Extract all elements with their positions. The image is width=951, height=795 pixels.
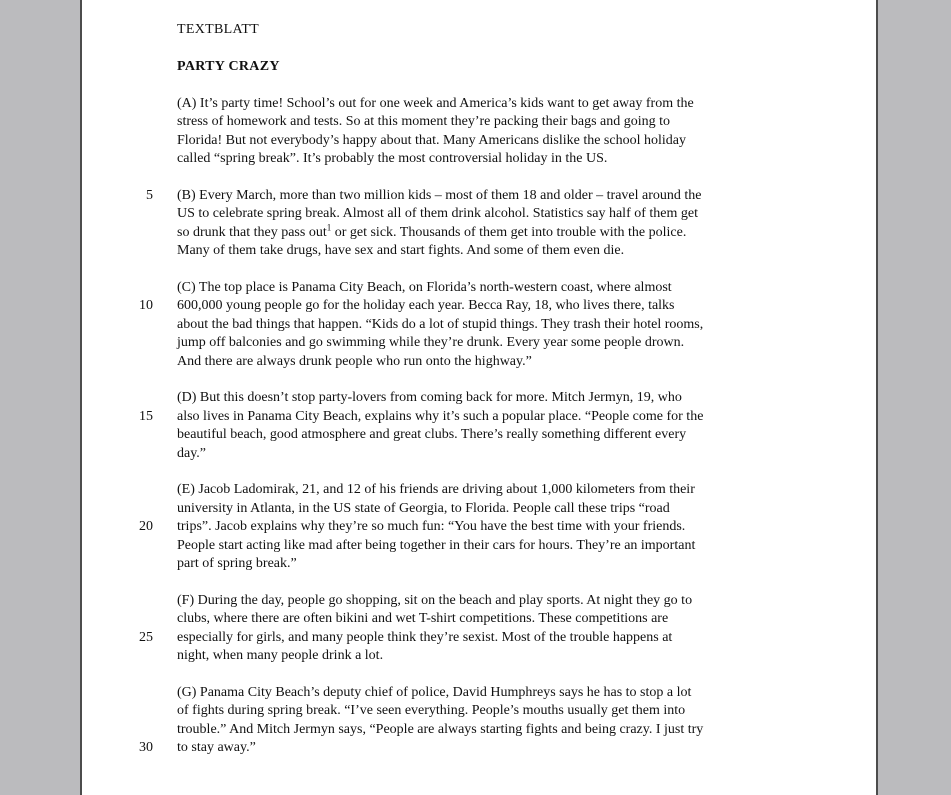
line-text: (E) Jacob Ladomirak, 21, and 12 of his friends are driving about 1,000 kilometers from their	[177, 482, 695, 498]
document-page	[80, 0, 878, 795]
line-text: US to celebrate spring break. Almost all of them drink alcohol. Statistics say half of them get	[177, 206, 698, 222]
paragraph-B	[82, 187, 876, 261]
line-number	[82, 132, 153, 150]
line-number	[82, 95, 153, 113]
line-number	[82, 150, 153, 168]
text-line	[82, 95, 876, 113]
line-text: And there are always drunk people who run onto the highway.”	[177, 353, 532, 369]
text-line	[82, 647, 876, 665]
text-line	[82, 408, 876, 426]
line-number: 15	[139, 408, 153, 424]
text-line	[82, 684, 876, 702]
line-number	[82, 224, 153, 242]
line-text: Florida! But not everybody’s happy about that. Many Americans dislike the school holiday	[177, 132, 686, 148]
text-line	[82, 721, 876, 739]
text-line	[82, 316, 876, 334]
paragraph-C	[82, 279, 876, 371]
line-number	[82, 481, 153, 499]
text-line	[82, 353, 876, 371]
line-number	[82, 537, 153, 555]
line-number	[82, 426, 153, 444]
line-number	[82, 353, 153, 371]
text-line	[82, 445, 876, 463]
document-content	[82, 0, 876, 758]
text-line	[82, 279, 876, 297]
line-text: day.”	[177, 445, 207, 461]
paragraphs-container	[82, 95, 876, 758]
paragraph-E	[82, 481, 876, 573]
text-line	[82, 629, 876, 647]
line-text: university in Atlanta, in the US state of Georgia, to Florida. People call these trips “road	[177, 500, 670, 516]
line-number	[82, 500, 153, 518]
line-number	[82, 592, 153, 610]
text-line	[82, 334, 876, 352]
paragraph-D	[82, 389, 876, 463]
text-line	[82, 610, 876, 628]
line-text: (D) But this doesn’t stop party-lovers from coming back for more. Mitch Jermyn, 19, who	[177, 390, 682, 406]
line-number: 25	[139, 629, 153, 645]
line-text: also lives in Panama City Beach, explains why it’s such a popular place. “People come for the	[177, 408, 704, 424]
line-text: (A) It’s party time! School’s out for one week and America’s kids want to get away from the	[177, 95, 694, 111]
line-number: 20	[139, 519, 153, 535]
line-text: 600,000 young people go for the holiday each year. Becca Ray, 18, who lives there, talks	[177, 298, 675, 314]
line-number	[82, 113, 153, 131]
line-number: 10	[139, 298, 153, 314]
line-text: trips”. Jacob explains why they’re so much fun: “You have the best time with your friends.	[177, 519, 686, 535]
footnote-marker: 1	[326, 221, 332, 232]
line-number	[82, 389, 153, 407]
text-line	[82, 389, 876, 407]
text-line	[82, 205, 876, 223]
text-line	[82, 187, 876, 205]
text-line	[82, 297, 876, 315]
text-line	[82, 132, 876, 150]
line-number	[82, 721, 153, 739]
line-number	[82, 555, 153, 573]
line-number	[82, 316, 153, 334]
line-number	[82, 279, 153, 297]
text-line	[82, 537, 876, 555]
paragraph-F	[82, 592, 876, 666]
line-text: night, when many people drink a lot.	[177, 648, 384, 664]
text-line	[82, 242, 876, 260]
text-line	[82, 500, 876, 518]
line-number	[82, 242, 153, 260]
text-line	[82, 592, 876, 610]
line-text: (G) Panama City Beach’s deputy chief of police, David Humphreys says he has to stop a lot	[177, 685, 692, 701]
line-text: (B) Every March, more than two million kids – most of them 18 and older – travel around the	[177, 187, 702, 203]
text-line	[82, 150, 876, 168]
line-number	[82, 702, 153, 720]
line-text: stress of homework and tests. So at this moment they’re packing their bags and going to	[177, 114, 671, 130]
text-line	[82, 555, 876, 573]
document-title: PARTY CRAZY	[177, 58, 280, 74]
line-text: part of spring break.”	[177, 556, 297, 572]
line-number	[82, 647, 153, 665]
text-line	[82, 481, 876, 499]
line-text: especially for girls, and many people think they’re sexist. Most of the trouble happens at	[177, 629, 673, 645]
line-text: People start acting like mad after being together in their cars for hours. They’re an important	[177, 537, 696, 553]
line-number	[82, 684, 153, 702]
line-text: of fights during spring break. “I’ve seen everything. People’s mouths usually get them into	[177, 703, 686, 719]
line-number: 30	[139, 740, 153, 756]
line-text: trouble.” And Mitch Jermyn says, “People are always starting fights and being crazy. I just try	[177, 721, 704, 737]
line-text: Many of them take drugs, have sex and start fights. And some of them even die.	[177, 243, 625, 259]
text-line	[82, 113, 876, 131]
line-text: (F) During the day, people go shopping, sit on the beach and play sports. At night they go to	[177, 592, 693, 608]
line-text: to stay away.”	[177, 740, 256, 756]
paragraph-G	[82, 684, 876, 758]
line-text: beautiful beach, good atmosphere and great clubs. There’s really something different every	[177, 427, 687, 443]
line-number	[82, 610, 153, 628]
line-number	[82, 445, 153, 463]
document-header: TEXTBLATT	[177, 22, 260, 37]
line-text: clubs, where there are often bikini and wet T-shirt competitions. These competitions are	[177, 611, 669, 627]
text-line	[82, 518, 876, 536]
line-number	[82, 205, 153, 223]
paragraph-A	[82, 95, 876, 169]
line-text: jump off balconies and go swimming while they’re drunk. Every year some people drown.	[177, 335, 685, 351]
line-number: 5	[146, 187, 153, 203]
line-text: called “spring break”. It’s probably the most controversial holiday in the US.	[177, 150, 608, 166]
text-line	[82, 739, 876, 757]
line-text: so drunk that they pass out$^1$ or get sick. Thousands of them get into trouble with the police.	[177, 221, 687, 240]
text-line	[82, 426, 876, 444]
line-number	[82, 334, 153, 352]
line-text: about the bad things that happen. “Kids do a lot of stupid things. They trash their hotel rooms,	[177, 316, 704, 332]
text-line	[82, 221, 876, 242]
text-line	[82, 702, 876, 720]
line-text: (C) The top place is Panama City Beach, on Florida’s north-western coast, where almost	[177, 279, 672, 295]
